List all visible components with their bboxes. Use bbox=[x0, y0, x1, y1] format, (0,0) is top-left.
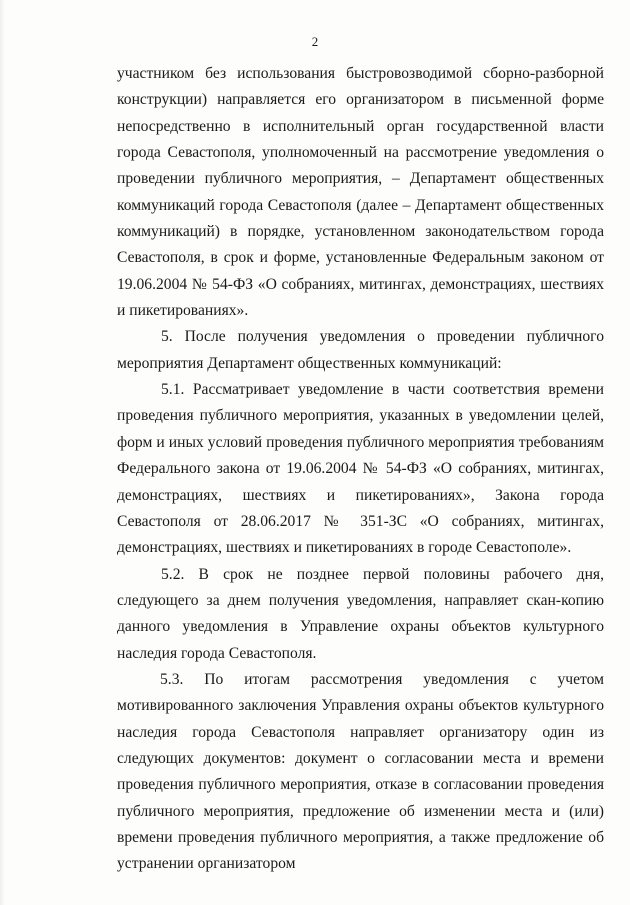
paragraph-item-5-2: 5.2. В срок не позднее первой половины рабочего дня, следующего за днем получения уведомления, направляет скан-копию данного уведомления в Управление охраны объектов культурного наследия города Севастополя. bbox=[117, 565, 604, 662]
paragraph-continuation: участником без использования быстровозводимой сборно-разборной конструкции) направляется его организатором в письменной форме непосредственно в исполнительный орган государственной власти города Севастополя, уполномоченный на рассмотрение уведомления о проведении публичного мероприятия, – Департамент общественных коммуникаций города Севастополя (далее – Департамент общественных коммуникаций) в порядке, установленном законодательством города Севастополя, в срок и форме, установленные Федеральным законом от 19.06.2004 № 54-ФЗ «О собраниях, митингах, демонстрациях, шествиях и пикетированиях». bbox=[117, 65, 604, 320]
paragraph-item-5: 5. После получения уведомления о проведении публичного мероприятия Департамент общественных коммуникаций: bbox=[117, 328, 604, 372]
paragraph-item-5-3: 5.3. По итогам рассмотрения уведомления с учетом мотивированного заключения Управления охраны объектов культурного наследия города Севастополя направляет организатору один из следующих документов: документ о согласовании места и времени проведения публичного мероприятия, отказе в согласовании проведения публичного мероприятия, предложение об изменении места и (или) времени проведения публичного мероприятия, а также предложение об устранении организатором bbox=[117, 670, 604, 873]
scan-edge-shadow bbox=[0, 0, 5, 905]
document-body bbox=[117, 61, 604, 878]
paragraph-item-5-1: 5.1. Рассматривает уведомление в части соответствия времени проведения публичного мероприятия, указанных в уведомлении целей, форм и иных условий проведения публичного мероприятия требованиям Федерального закона от 19.06.2004 № 54-ФЗ «О собраниях, митингах, демонстрациях, шествиях и пикетированиях», Закона города Севастополя от 28.06.2017 № 351-ЗС «О собраниях, митингах, демонстрациях, шествиях и пикетированиях в городе Севастополе». bbox=[117, 381, 604, 557]
page-number: 2 bbox=[311, 34, 319, 49]
